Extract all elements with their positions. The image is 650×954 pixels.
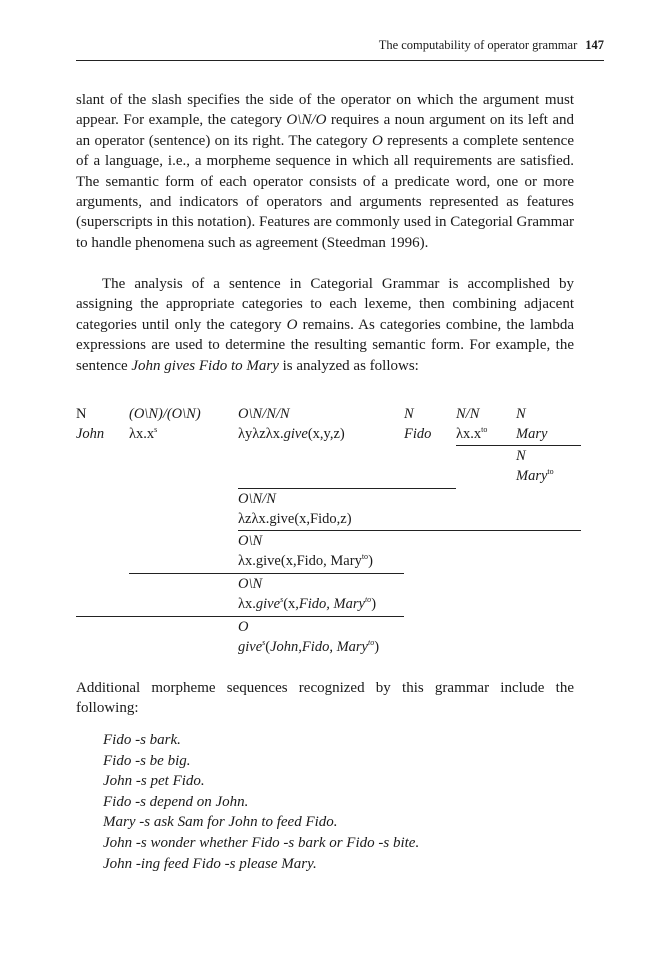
lexeme-s-category: (O\N)/(O\N)	[129, 406, 201, 422]
lexeme-fido	[404, 404, 431, 444]
running-title: The computability of operator grammar	[378, 38, 578, 52]
example-item: Fido -s depend on John.	[103, 793, 249, 810]
lexeme-mary-form: Mary	[516, 426, 548, 442]
lexeme-john	[76, 404, 104, 444]
example-item: John -s wonder whether Fido -s bark or Fido -s bite.	[103, 834, 420, 851]
lexeme-s	[129, 404, 201, 444]
step-4-category: O\N	[238, 576, 263, 592]
step-1	[516, 446, 554, 486]
step-5	[238, 617, 379, 657]
lexeme-john-form: John	[76, 426, 105, 442]
lexeme-s-form: $\lambda x.x^s$	[129, 425, 158, 442]
example-item: Fido -s bark.	[103, 732, 181, 748]
lexeme-fido-form: Fido	[404, 426, 432, 442]
step-1-category: N	[516, 448, 526, 464]
lexeme-mary	[516, 404, 547, 444]
step-2-form: λzλx.give(x,Fido,z)	[238, 511, 352, 527]
step-3-category: O\N	[238, 533, 263, 549]
step-5-form: give$^s$(John,Fido, Mary$^{to}$)	[238, 638, 380, 655]
example-item: John -s pet Fido.	[103, 773, 205, 790]
step-2-category: O\N/N	[238, 491, 276, 507]
lexeme-to-category: N/N	[456, 406, 480, 422]
example-list	[103, 730, 419, 874]
paragraph-1: slant of the slash specifies the side of the operator on which the argument must appear. For example, the category O\N/O requires a noun argument on its left and an operator (sentence) on its right. The category O represents a complete sentence of a language, i.e., a morpheme sequence in which all requirements are satisfied. The semantic form of each operator consists of a predicate word, one or more arguments, and indicators of operators and arguments represented as features (superscripts in this notation). Features are commonly used in Categorial Grammar to handle phenomena such as agreement (Steedman 1996).	[76, 92, 574, 251]
lexeme-give-category: O\N/N/N	[238, 406, 290, 422]
lexeme-fido-category: N	[404, 406, 414, 422]
lexeme-give-form: λyλzλx.give(x,y,z)	[238, 426, 345, 442]
lexeme-give	[238, 404, 345, 444]
step-5-category: O	[238, 619, 249, 635]
lexeme-mary-category: N	[516, 406, 526, 422]
lexeme-to-form: $\lambda x.x^{to}$	[456, 425, 488, 442]
lexeme-to	[456, 404, 487, 444]
example-item: Mary -s ask Sam for John to feed Fido.	[103, 814, 338, 831]
step-1-form: Mary$^{to}$	[516, 467, 554, 484]
step-3-form: λx.give(x,Fido, Mary$^{to}$)	[238, 552, 373, 569]
lexeme-john-category: N	[76, 406, 87, 422]
paragraph-2: The analysis of a sentence in Categorial Grammar is accomplished by assigning the appropriate categories to each lexeme, then combining adjacent categories until only the category O remains. As categories combine, the lambda expressions are used to determine the resulting semantic form. For example, the sentence John gives Fido to Mary is analyzed as follows:	[76, 276, 575, 374]
paragraph-3: Additional morpheme sequences recognized by this grammar include the following:	[76, 680, 574, 717]
example-item: John -ing feed Fido -s please Mary.	[103, 855, 317, 872]
step-3	[238, 531, 373, 571]
step-4-form: λx.give$^s$(x,Fido, Mary$^{to}$)	[238, 595, 377, 612]
step-2	[238, 489, 352, 529]
example-item: Fido -s be big.	[103, 752, 191, 769]
step-4	[238, 574, 376, 614]
page-number: 147	[585, 38, 604, 52]
